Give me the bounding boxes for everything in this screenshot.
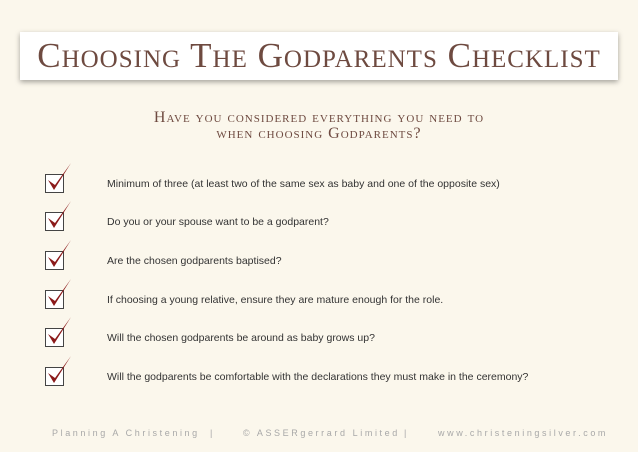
page-title: Choosing The Godparents Checklist xyxy=(37,36,601,75)
checklist-item-text: If choosing a young relative, ensure they are mature enough for the role. xyxy=(107,294,444,306)
checkmark-icon xyxy=(45,356,73,386)
title-banner xyxy=(20,32,618,80)
checklist-item xyxy=(0,319,638,359)
checkbox[interactable] xyxy=(45,290,64,309)
checkbox[interactable] xyxy=(45,251,64,270)
checkmark-icon xyxy=(45,317,73,347)
checklist-item-text: Will the chosen godparents be around as baby grows up? xyxy=(107,332,375,344)
checkmark-icon xyxy=(45,240,73,270)
checkbox[interactable] xyxy=(45,367,64,386)
checkmark-icon xyxy=(45,279,73,309)
subtitle-line-2: when choosing Godparents? xyxy=(216,125,422,142)
checklist-item-text: Do you or your spouse want to be a godparent? xyxy=(107,216,329,228)
subtitle-line-1: Have you considered everything you need to xyxy=(153,109,485,126)
checklist-item xyxy=(0,203,638,243)
checklist-item-text: Minimum of three (at least two of the same sex as baby and one of the opposite sex) xyxy=(107,178,500,190)
footer-separator: | xyxy=(210,428,215,438)
subtitle xyxy=(0,110,638,142)
checkbox[interactable] xyxy=(45,212,64,231)
checklist-item xyxy=(0,358,638,398)
checklist-item-text: Will the godparents be comfortable with the declarations they must make in the ceremony? xyxy=(107,371,529,383)
checklist-item xyxy=(0,281,638,321)
footer-website-link[interactable]: www.christeningsilver.com xyxy=(438,428,609,438)
footer-separator: | xyxy=(404,428,409,438)
checkbox[interactable] xyxy=(45,328,64,347)
checklist-item xyxy=(0,242,638,282)
checkbox[interactable] xyxy=(45,174,64,193)
checklist-item-text: Are the chosen godparents baptised? xyxy=(107,255,282,267)
footer-copyright: © ASSERgerrard Limited xyxy=(243,428,400,438)
checklist-item xyxy=(0,165,638,205)
checkmark-icon xyxy=(45,163,73,193)
checkmark-icon xyxy=(45,201,73,231)
footer-left-text: Planning A Christening xyxy=(52,428,200,438)
